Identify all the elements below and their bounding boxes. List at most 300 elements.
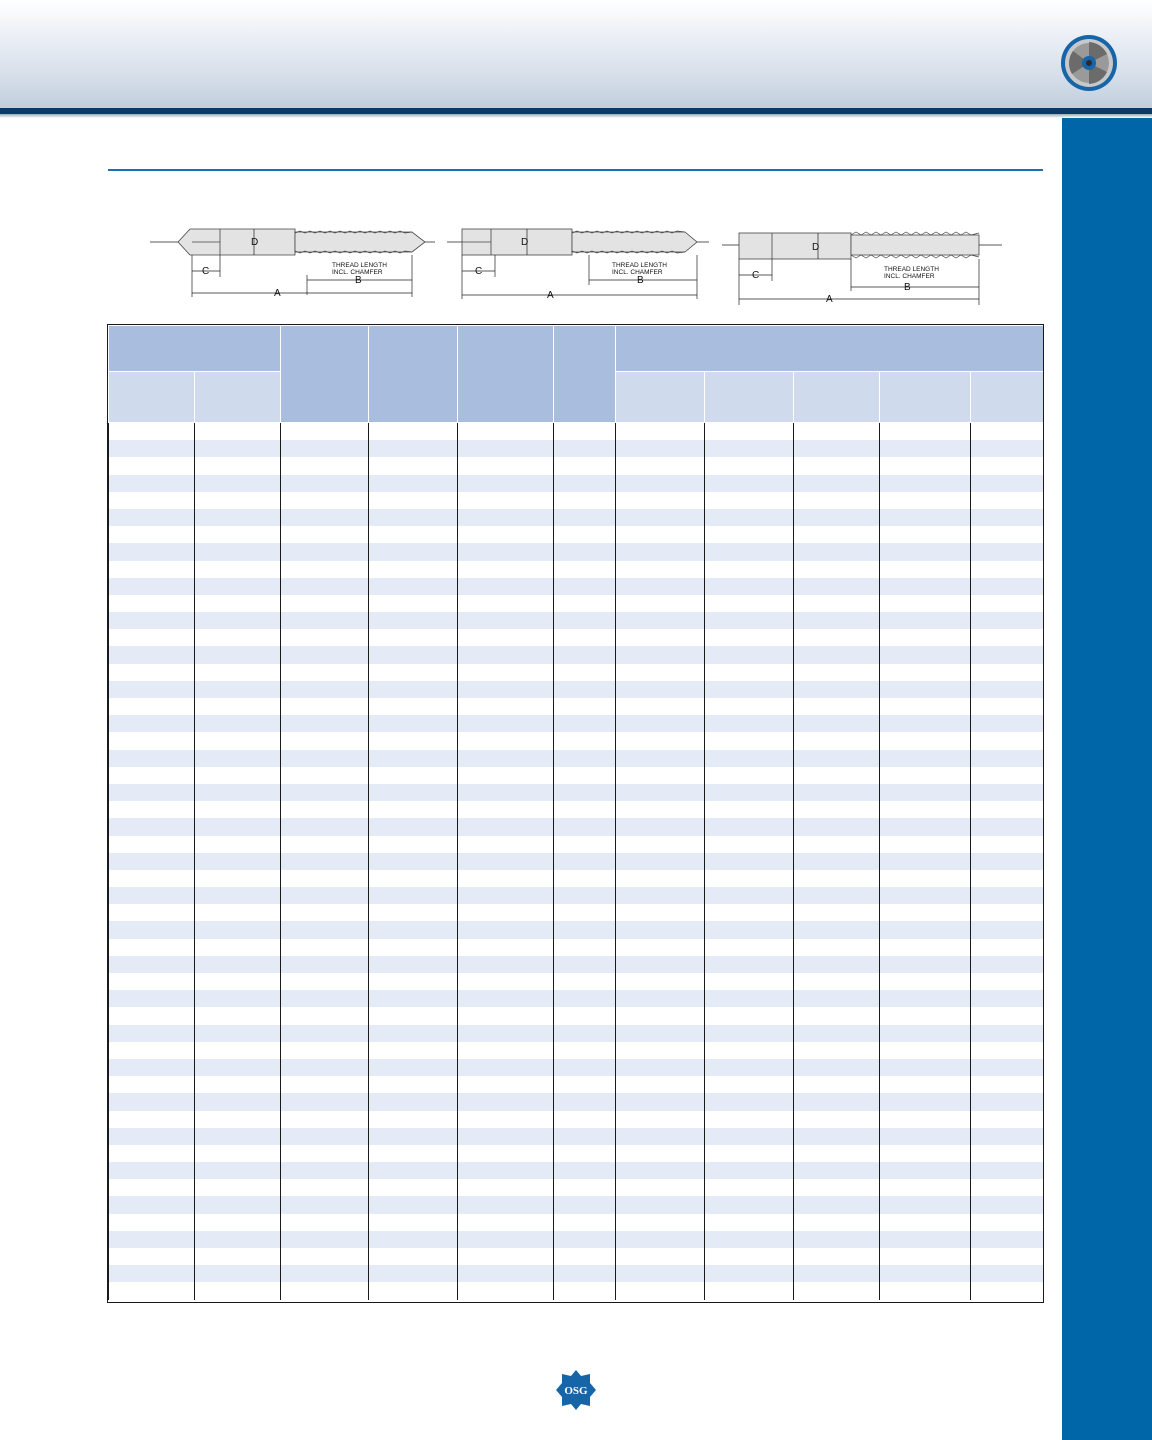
- table-cell: [794, 1025, 880, 1042]
- table-cell: [794, 887, 880, 904]
- table-cell: [794, 698, 880, 715]
- table-cell: [705, 423, 794, 441]
- table-cell: [971, 664, 1044, 681]
- table-cell: [369, 646, 458, 663]
- table-cell: [458, 1042, 554, 1059]
- table-cell: [794, 990, 880, 1007]
- table-cell: [195, 750, 281, 767]
- table-cell: [195, 509, 281, 526]
- table-cell: [281, 698, 369, 715]
- table-cell: [880, 1076, 971, 1093]
- table-cell: [554, 1128, 616, 1145]
- table-cell: [281, 921, 369, 938]
- table-cell: [794, 1145, 880, 1162]
- table-cell: [554, 853, 616, 870]
- logo-text: OSG: [564, 1385, 588, 1397]
- table-cell: [109, 1042, 195, 1059]
- table-cell: [616, 715, 705, 732]
- table-cell: [195, 1111, 281, 1128]
- table-row: [109, 543, 1044, 560]
- table-cell: [616, 492, 705, 509]
- table-cell: [554, 1111, 616, 1128]
- table-cell: [195, 475, 281, 492]
- table-cell: [458, 475, 554, 492]
- table-cell: [554, 1179, 616, 1196]
- table-cell: [794, 750, 880, 767]
- table-cell: [369, 698, 458, 715]
- table-cell: [195, 1179, 281, 1196]
- table-cell: [971, 1179, 1044, 1196]
- table-cell: [616, 698, 705, 715]
- table-cell: [109, 1231, 195, 1248]
- table-cell: [195, 939, 281, 956]
- table-cell: [971, 681, 1044, 698]
- table-cell: [369, 836, 458, 853]
- table-cell: [109, 578, 195, 595]
- table-cell: [616, 1042, 705, 1059]
- table-cell: [880, 870, 971, 887]
- table-cell: [705, 595, 794, 612]
- table-cell: [794, 492, 880, 509]
- table-cell: [705, 990, 794, 1007]
- table-cell: [705, 956, 794, 973]
- table-cell: [281, 457, 369, 474]
- table-row: [109, 715, 1044, 732]
- table-row: [109, 423, 1044, 441]
- table-row: [109, 1231, 1044, 1248]
- table-cell: [705, 526, 794, 543]
- table-cell: [705, 681, 794, 698]
- table-cell: [281, 1196, 369, 1213]
- table-cell: [458, 750, 554, 767]
- table-cell: [880, 457, 971, 474]
- table-cell: [281, 801, 369, 818]
- table-cell: [281, 1093, 369, 1110]
- table-cell: [195, 561, 281, 578]
- table-cell: [554, 561, 616, 578]
- table-cell: [616, 1007, 705, 1024]
- table-cell: [705, 1042, 794, 1059]
- table-cell: [281, 904, 369, 921]
- table-cell: [281, 578, 369, 595]
- table-cell: [794, 732, 880, 749]
- table-cell: [195, 440, 281, 457]
- table-cell: [369, 1025, 458, 1042]
- table-cell: [971, 973, 1044, 990]
- dim-a-label: A: [547, 290, 554, 301]
- dim-c-label: C: [475, 266, 483, 277]
- table-cell: [369, 664, 458, 681]
- table-cell: [705, 1145, 794, 1162]
- table-cell: [109, 475, 195, 492]
- table-cell: [705, 750, 794, 767]
- table-row: [109, 732, 1044, 749]
- table-cell: [971, 1265, 1044, 1282]
- table-cell: [554, 475, 616, 492]
- table-cell: [880, 1145, 971, 1162]
- table-cell: [109, 1025, 195, 1042]
- table-row: [109, 1111, 1044, 1128]
- table-cell: [554, 1076, 616, 1093]
- table-cell: [195, 1282, 281, 1299]
- table-cell: [616, 767, 705, 784]
- table-cell: [880, 1059, 971, 1076]
- table-cell: [369, 629, 458, 646]
- subheader-cell: [195, 372, 281, 423]
- table-cell: [705, 784, 794, 801]
- table-cell: [458, 1025, 554, 1042]
- table-cell: [971, 1076, 1044, 1093]
- header-cell: [109, 326, 281, 372]
- table-cell: [705, 767, 794, 784]
- table-row: [109, 561, 1044, 578]
- table-cell: [971, 612, 1044, 629]
- table-cell: [616, 1093, 705, 1110]
- table-cell: [616, 509, 705, 526]
- table-cell: [971, 870, 1044, 887]
- table-cell: [616, 904, 705, 921]
- table-cell: [794, 526, 880, 543]
- table-cell: [369, 767, 458, 784]
- table-cell: [616, 1059, 705, 1076]
- table-cell: [369, 509, 458, 526]
- table-cell: [458, 870, 554, 887]
- table-cell: [554, 767, 616, 784]
- table-cell: [880, 836, 971, 853]
- table-cell: [281, 939, 369, 956]
- table-cell: [458, 578, 554, 595]
- table-row: [109, 509, 1044, 526]
- table-cell: [616, 921, 705, 938]
- table-row: [109, 921, 1044, 938]
- table-cell: [369, 1111, 458, 1128]
- table-cell: [281, 990, 369, 1007]
- table-cell: [616, 1214, 705, 1231]
- table-cell: [705, 1179, 794, 1196]
- table-cell: [554, 423, 616, 441]
- table-cell: [616, 681, 705, 698]
- table-cell: [971, 1042, 1044, 1059]
- table-cell: [616, 887, 705, 904]
- table-row: [109, 440, 1044, 457]
- table-cell: [705, 475, 794, 492]
- table-cell: [880, 664, 971, 681]
- table-cell: [458, 1145, 554, 1162]
- table-cell: [458, 1196, 554, 1213]
- table-cell: [616, 990, 705, 1007]
- table-cell: [554, 1007, 616, 1024]
- table-cell: [458, 887, 554, 904]
- table-cell: [971, 1059, 1044, 1076]
- table-row: [109, 526, 1044, 543]
- table-cell: [880, 1128, 971, 1145]
- table-cell: [880, 1248, 971, 1265]
- table-cell: [281, 836, 369, 853]
- table-cell: [281, 973, 369, 990]
- table-cell: [195, 715, 281, 732]
- table-cell: [109, 1111, 195, 1128]
- table-cell: [705, 1059, 794, 1076]
- table-cell: [369, 990, 458, 1007]
- table-cell: [369, 904, 458, 921]
- table-cell: [705, 870, 794, 887]
- table-cell: [281, 1162, 369, 1179]
- header-cell: [458, 326, 554, 423]
- table-row: [109, 853, 1044, 870]
- table-cell: [971, 595, 1044, 612]
- table-cell: [616, 526, 705, 543]
- table-cell: [109, 629, 195, 646]
- table-cell: [109, 1007, 195, 1024]
- osg-logo-icon: [554, 1368, 598, 1412]
- table-cell: [554, 836, 616, 853]
- table-cell: [458, 1248, 554, 1265]
- table-cell: [880, 784, 971, 801]
- table-cell: [616, 1196, 705, 1213]
- table-cell: [616, 629, 705, 646]
- table-cell: [554, 801, 616, 818]
- table-cell: [794, 836, 880, 853]
- table-cell: [554, 1248, 616, 1265]
- table-cell: [458, 1007, 554, 1024]
- table-cell: [705, 1128, 794, 1145]
- table-cell: [794, 1214, 880, 1231]
- tap-diagram-1: [150, 215, 435, 310]
- table-cell: [794, 1282, 880, 1299]
- dim-d-label: D: [812, 242, 820, 253]
- table-cell: [281, 1214, 369, 1231]
- thread-label-line2: INCL. CHAMFER: [612, 269, 663, 276]
- table-cell: [369, 526, 458, 543]
- table-cell: [281, 423, 369, 441]
- subheader-cell: [971, 372, 1044, 423]
- table-cell: [281, 1145, 369, 1162]
- table-cell: [458, 1093, 554, 1110]
- table-cell: [705, 457, 794, 474]
- table-cell: [458, 543, 554, 560]
- table-cell: [880, 492, 971, 509]
- table-cell: [281, 561, 369, 578]
- table-cell: [794, 509, 880, 526]
- table-cell: [195, 818, 281, 835]
- table-cell: [794, 939, 880, 956]
- table-cell: [281, 750, 369, 767]
- table-cell: [369, 1059, 458, 1076]
- table-cell: [616, 561, 705, 578]
- table-cell: [971, 904, 1044, 921]
- table-cell: [109, 921, 195, 938]
- table-cell: [880, 750, 971, 767]
- table-cell: [705, 578, 794, 595]
- table-cell: [369, 956, 458, 973]
- table-cell: [369, 784, 458, 801]
- table-cell: [554, 595, 616, 612]
- table-cell: [880, 1093, 971, 1110]
- table-cell: [705, 939, 794, 956]
- table-cell: [616, 475, 705, 492]
- table-cell: [109, 732, 195, 749]
- table-cell: [794, 956, 880, 973]
- table-cell: [281, 526, 369, 543]
- table-cell: [616, 612, 705, 629]
- table-row: [109, 887, 1044, 904]
- table-cell: [794, 1093, 880, 1110]
- table-cell: [794, 475, 880, 492]
- table-row: [109, 578, 1044, 595]
- table-cell: [369, 1162, 458, 1179]
- table-cell: [794, 612, 880, 629]
- table-row: [109, 1282, 1044, 1299]
- table-cell: [109, 526, 195, 543]
- saw-blade-icon: [1060, 34, 1118, 92]
- table-cell: [195, 629, 281, 646]
- table-row: [109, 939, 1044, 956]
- table-cell: [369, 715, 458, 732]
- table-cell: [195, 1025, 281, 1042]
- table-cell: [554, 457, 616, 474]
- dim-d-label: D: [521, 237, 529, 248]
- table-cell: [369, 818, 458, 835]
- table-cell: [195, 646, 281, 663]
- table-cell: [109, 784, 195, 801]
- table-row: [109, 1265, 1044, 1282]
- table-cell: [880, 990, 971, 1007]
- table-cell: [369, 887, 458, 904]
- table-cell: [705, 543, 794, 560]
- table-cell: [554, 681, 616, 698]
- table-cell: [554, 921, 616, 938]
- table-cell: [971, 1145, 1044, 1162]
- table-cell: [195, 423, 281, 441]
- table-cell: [458, 1128, 554, 1145]
- table-cell: [616, 870, 705, 887]
- table-cell: [971, 1093, 1044, 1110]
- table-row: [109, 801, 1044, 818]
- table-cell: [554, 1042, 616, 1059]
- table-cell: [281, 767, 369, 784]
- table-cell: [971, 1025, 1044, 1042]
- table-cell: [458, 1179, 554, 1196]
- table-cell: [195, 853, 281, 870]
- table-cell: [794, 801, 880, 818]
- table-cell: [971, 578, 1044, 595]
- dim-a-label: A: [826, 294, 833, 305]
- table-row: [109, 1145, 1044, 1162]
- table-cell: [458, 836, 554, 853]
- table-cell: [794, 423, 880, 441]
- table-cell: [616, 1025, 705, 1042]
- table-cell: [458, 681, 554, 698]
- table-cell: [195, 612, 281, 629]
- table-cell: [195, 870, 281, 887]
- table-cell: [369, 853, 458, 870]
- table-cell: [369, 732, 458, 749]
- table-cell: [971, 990, 1044, 1007]
- table-cell: [880, 526, 971, 543]
- table-cell: [880, 1007, 971, 1024]
- dim-c-label: C: [202, 266, 210, 277]
- table-cell: [880, 1111, 971, 1128]
- table-cell: [705, 732, 794, 749]
- table-cell: [794, 1042, 880, 1059]
- header-cell: [616, 326, 1044, 372]
- table-cell: [195, 956, 281, 973]
- table-cell: [458, 509, 554, 526]
- table-cell: [458, 440, 554, 457]
- table-cell: [971, 921, 1044, 938]
- table-row: [109, 784, 1044, 801]
- table-cell: [369, 1145, 458, 1162]
- table-cell: [281, 1248, 369, 1265]
- table-cell: [195, 836, 281, 853]
- table-row: [109, 767, 1044, 784]
- table-cell: [109, 1282, 195, 1299]
- table-cell: [880, 973, 971, 990]
- table-cell: [109, 715, 195, 732]
- table-cell: [109, 1265, 195, 1282]
- table-cell: [195, 526, 281, 543]
- table-cell: [971, 853, 1044, 870]
- table-cell: [880, 904, 971, 921]
- table-cell: [195, 1042, 281, 1059]
- table-cell: [195, 1145, 281, 1162]
- table-cell: [195, 784, 281, 801]
- table-cell: [705, 612, 794, 629]
- table-cell: [109, 801, 195, 818]
- table-cell: [195, 732, 281, 749]
- table-cell: [554, 1162, 616, 1179]
- table-cell: [971, 457, 1044, 474]
- table-cell: [369, 750, 458, 767]
- table-cell: [554, 629, 616, 646]
- table-cell: [880, 578, 971, 595]
- table-cell: [195, 457, 281, 474]
- side-tab-band: [1062, 118, 1152, 1440]
- table-cell: [554, 543, 616, 560]
- table-cell: [880, 561, 971, 578]
- table-cell: [281, 1111, 369, 1128]
- table-cell: [458, 1214, 554, 1231]
- table-cell: [616, 939, 705, 956]
- table-cell: [705, 836, 794, 853]
- table-cell: [554, 990, 616, 1007]
- table-row: [109, 475, 1044, 492]
- table-cell: [880, 509, 971, 526]
- table-cell: [458, 612, 554, 629]
- table-cell: [369, 1093, 458, 1110]
- table-cell: [880, 1042, 971, 1059]
- table-cell: [705, 509, 794, 526]
- table-cell: [616, 543, 705, 560]
- table-cell: [109, 956, 195, 973]
- table-cell: [369, 681, 458, 698]
- table-cell: [458, 818, 554, 835]
- table-cell: [705, 629, 794, 646]
- table-cell: [195, 1248, 281, 1265]
- table-cell: [369, 423, 458, 441]
- table-cell: [458, 939, 554, 956]
- table-cell: [971, 1231, 1044, 1248]
- table-cell: [705, 440, 794, 457]
- table-cell: [195, 921, 281, 938]
- table-cell: [971, 750, 1044, 767]
- table-cell: [971, 423, 1044, 441]
- table-cell: [554, 750, 616, 767]
- thread-label-line2: INCL. CHAMFER: [332, 269, 383, 276]
- table-cell: [554, 870, 616, 887]
- table-cell: [554, 1059, 616, 1076]
- table-cell: [458, 423, 554, 441]
